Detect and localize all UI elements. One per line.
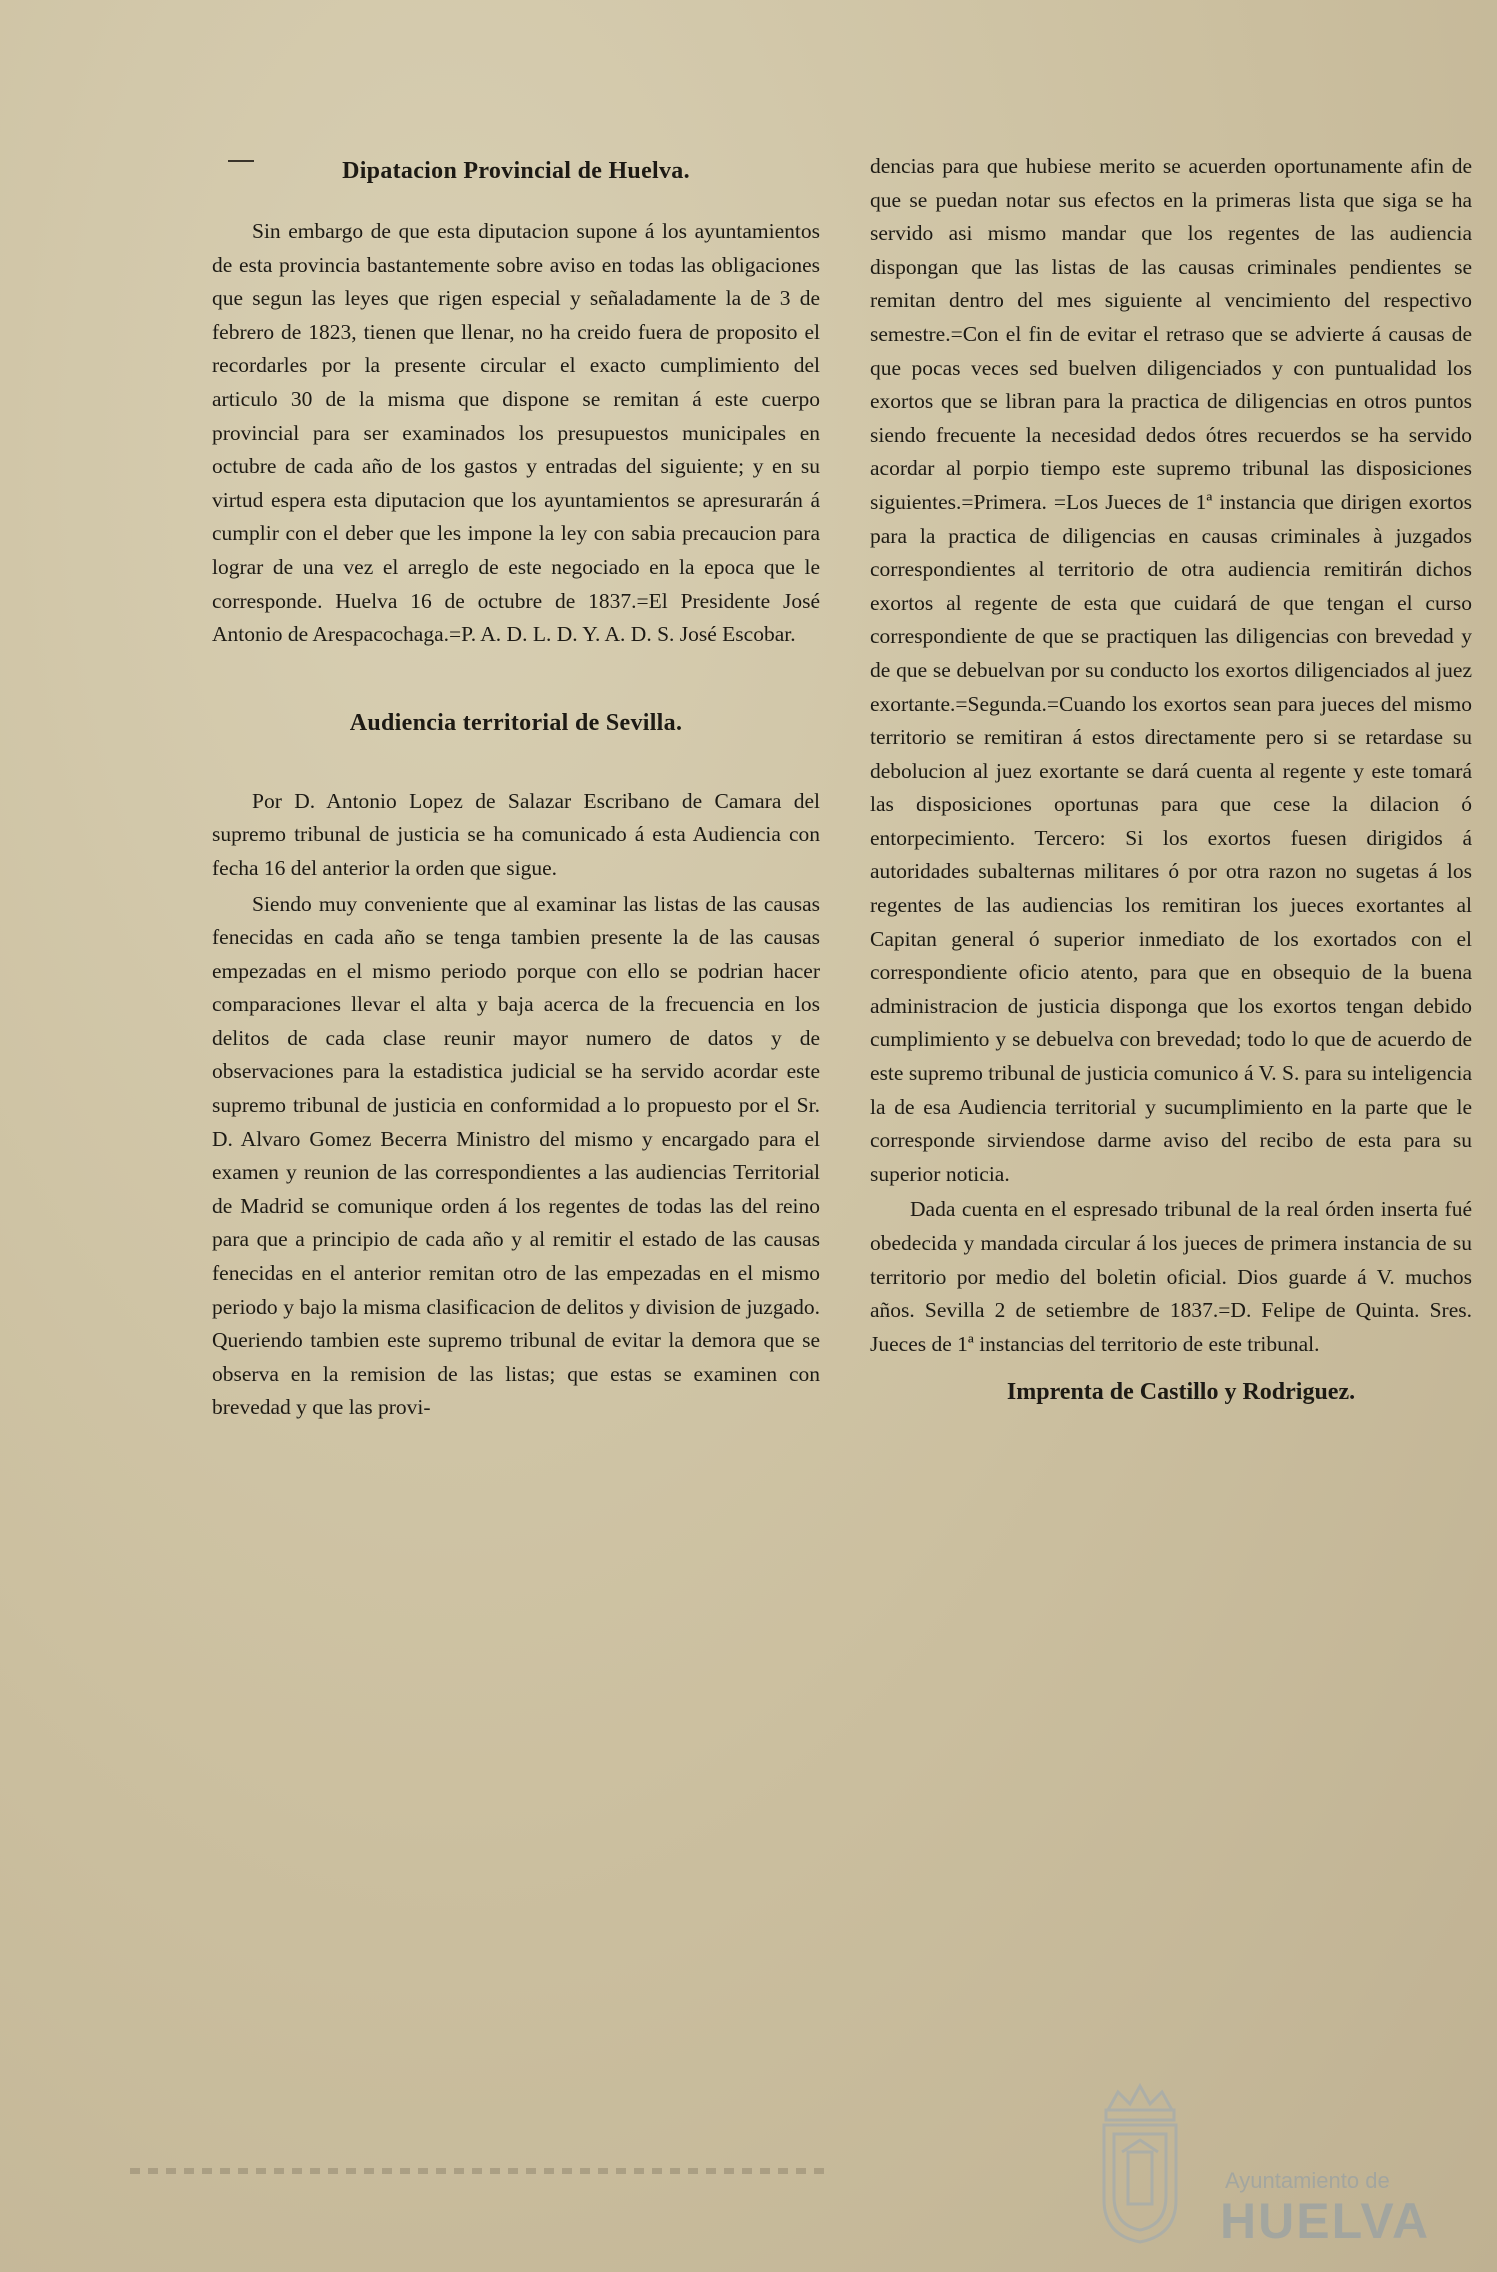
watermark-title: HUELVA (1220, 2193, 1431, 2249)
paragraph-orden-continued: dencias para que hubiese merito se acuerden oportunamente afin de que se puedan notar sus efectos en la primeras lista que siga se ha servido asi mismo mandar que los regentes de las audiencia dispongan que las listas de las causas criminales pendientes se remitan dentro del mes siguiente al vencimiento del respectivo semestre.=Con el fin de evitar el retraso que se advierte á causas de que pocas veces sed buelven diligenciados y con puntualidad los exortos que se libran para la practica de diligencias en otros puntos siendo frecuente la necesidad dedos ótres recuerdos se ha servido acordar al porpio tiempo este supremo tribunal las disposiciones siguientes.=Primera. =Los Jueces de 1ª instancia que dirigen exortos para la practica de diligencias en causas criminales à juzgados correspondientes al territorio de otra audiencia remitirán dichos exortos al regente de esta que cuidará de que tengan el curso correspondiente de que se practiquen las diligencias con brevedad y de que se debuelvan por su conducto los exortos diligenciados al juez exortante.=Segunda.=Cuando los exortos sean para jueces del mismo territorio se remitiran á estos directamente pero si se retardase su debolucion al juez exortante se dará cuenta al regente y este tomará las disposiciones oportunas para que cese la dilacion ó entorpecimiento. Tercero: Si los exortos fuesen dirigidos á autoridades subalternas militares ó por otra razon no sugetas á los regentes de las audiencias los remitiran los jueces exortantes al Capitan general ó superior inmediato de los exortados con el correspondiente oficio atento, para que en obsequio de la buena administracion de justicia disponga que los exortos tengan debido cumplimiento y se debuelva con brevedad; todo lo que de acuerdo de este supremo tribunal de justicia comunico á V. S. para su inteligencia la de esa Audiencia territorial y sucumplimiento en la parte que le corresponde sirviendose darme aviso del recibo de esta para su superior noticia. (870, 154, 1472, 1186)
bottom-ink-marks (130, 2168, 830, 2174)
left-column (212, 150, 820, 1425)
heading-diputacion: Dipatacion Provincial de Huelva. (342, 158, 690, 184)
paragraph-audiencia-intro: Por D. Antonio Lopez de Salazar Escribano de Camara del supremo tribunal de justicia se ha comunicado á esta Audiencia con fecha 16 del anterior la orden que sigue. (212, 788, 820, 880)
paragraph-diputacion-circular: Sin embargo de que esta diputacion supone á los ayuntamientos de esta provincia bastantemente sobre aviso en todas las obligaciones que segun las leyes que rigen especial y señaladamente la de 3 de febrero de 1823, tienen que llenar, no ha creido fuera de proposito el recordarles por la presente circular el exacto cumplimiento del articulo 30 de la misma que dispone se remitan á este cuerpo provincial para ser examinados los presupuestos municipales en octubre de cada año de los gastos y entradas del siguiente; y en su virtud espera esta diputacion que los ayuntamientos se apresurarán á cumplir con el deber que les impone la ley con sabia precaucion para lograr de una vez el arreglo de este negociado en la epoca que le corresponde. Huelva 16 de octubre de 1837.=El Presidente José Antonio de Arespacochaga.=P. A. D. L. D. Y. A. D. S. José Escobar. (212, 219, 820, 647)
right-column (870, 150, 1472, 1406)
archive-watermark (1080, 2060, 1460, 2260)
paragraph-dada-cuenta: Dada cuenta en el espresado tribunal de la real órden inserta fué obedecida y mandada circular á los jueces de primera instancia de su territorio por medio del boletin oficial. Dios guarde á V. muchos años. Sevilla 2 de setiembre de 1837.=D. Felipe de Quinta. Sres. Jueces de 1ª instancias del territorio de este tribunal. (870, 1197, 1472, 1356)
watermark-subtitle: Ayuntamiento de (1225, 2168, 1390, 2193)
paragraph-orden-body: Siendo muy conveniente que al examinar las listas de las causas fenecidas en cada año se tenga tambien presente la de las causas empezadas en el mismo periodo porque con ello se podrian hacer comparaciones llevar el alta y baja acerca de la frecuencia en los delitos de cada clase reunir mayor numero de datos y de observaciones para la estadistica judicial se ha servido acordar este supremo tribunal de justicia en conformidad a lo propuesto por el Sr. D. Alvaro Gomez Becerra Ministro del mismo y encargado para el examen y reunion de las correspondientes a las audiencias Territorial de Madrid se comunique orden á los regentes de todas las del reino para que a principio de cada año y al remitir el estado de las causas fenecidas en el anterior remitan otro de las empezadas en el mismo periodo y bajo la misma clasificacion de delitos y division de juzgado. Queriendo tambien este supremo tribunal de evitar la demora que se observa en la remision de las listas; que estas se examinen con brevedad y que las provi- (212, 891, 820, 1420)
printer-imprint: Imprenta de Castillo y Rodriguez. (1006, 1379, 1356, 1406)
heading-audiencia: Audiencia territorial de Sevilla. (349, 709, 683, 736)
crest-icon (1090, 2070, 1190, 2250)
